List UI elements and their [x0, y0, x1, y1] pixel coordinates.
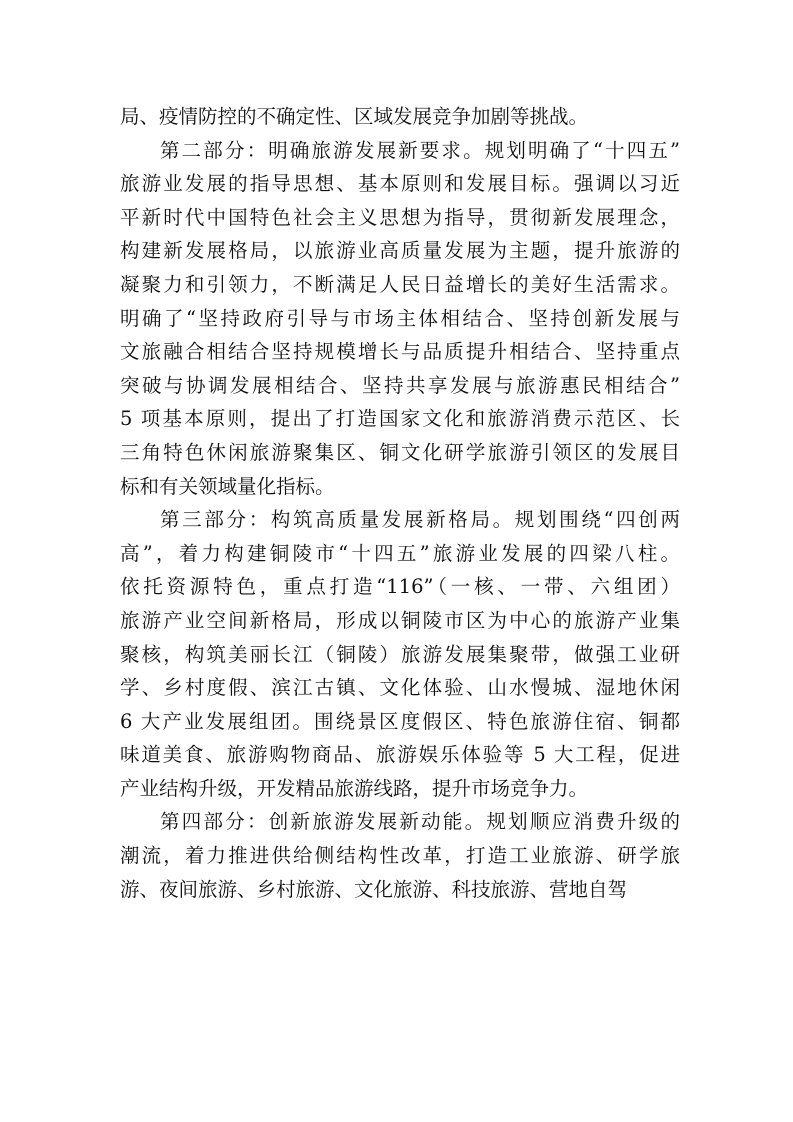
text-line: 味道美食、旅游购物商品、旅游娱乐体验等 5 大工程，促进: [120, 743, 680, 767]
text-line: 高”，着力构建铜陵市“十四五”旅游业发展的四梁八柱。: [120, 541, 680, 565]
paragraph: [120, 805, 680, 906]
paragraph: [120, 100, 680, 134]
text-line: 依托资源特色，重点打造“116”（一核、一带、六组团）: [120, 575, 680, 599]
text-line: 产业结构升级，开发精品旅游线路，提升市场竞争力。: [120, 776, 589, 800]
text-line: 突破与协调发展相结合、坚持共享发展与旅游惠民相结合”: [120, 373, 680, 397]
text-line: 标和有关领域量化指标。: [120, 474, 335, 498]
text-line: 第二部分：明确旅游发展新要求。规划明确了“十四五”: [160, 138, 680, 162]
text-line: 局、疫情防控的不确定性、区域发展竞争加剧等挑战。: [120, 105, 589, 128]
text-line: 文旅融合相结合坚持规模增长与品质提升相结合、坚持重点: [120, 340, 680, 364]
document-body: [120, 100, 680, 906]
text-line: 构建新发展格局，以旅游业高质量发展为主题，提升旅游的: [120, 239, 680, 263]
text-line: 第四部分：创新旅游发展新动能。规划顺应消费升级的: [160, 810, 680, 834]
text-line: 旅游产业空间新格局，形成以铜陵市区为中心的旅游产业集: [120, 608, 680, 632]
text-line: 6 大产业发展组团。围绕景区度假区、特色旅游住宿、铜都: [120, 709, 680, 733]
paragraph: [120, 503, 680, 805]
text-line: 平新时代中国特色社会主义思想为指导，贯彻新发展理念，: [120, 205, 680, 229]
text-line: 凝聚力和引领力，不断满足人民日益增长的美好生活需求。: [120, 272, 680, 296]
paragraph: [120, 134, 680, 504]
text-line: 5 项基本原则，提出了打造国家文化和旅游消费示范区、长: [120, 407, 680, 431]
text-line: 潮流，着力推进供给侧结构性改革，打造工业旅游、研学旅: [120, 844, 680, 868]
text-line: 三角特色休闲旅游聚集区、铜文化研学旅游引领区的发展目: [120, 440, 680, 464]
text-line: 旅游业发展的指导思想、基本原则和发展目标。强调以习近: [120, 172, 680, 196]
text-line: 学、乡村度假、滨江古镇、文化体验、山水慢城、湿地休闲: [120, 676, 680, 700]
text-line: 游、夜间旅游、乡村旅游、文化旅游、科技旅游、营地自驾: [120, 877, 628, 901]
text-line: 第三部分：构筑高质量发展新格局。规划围绕“四创两: [160, 508, 680, 532]
text-line: 明确了“坚持政府引导与市场主体相结合、坚持创新发展与: [120, 306, 680, 330]
text-line: 聚核，构筑美丽长江（铜陵）旅游发展集聚带，做强工业研: [120, 642, 680, 666]
